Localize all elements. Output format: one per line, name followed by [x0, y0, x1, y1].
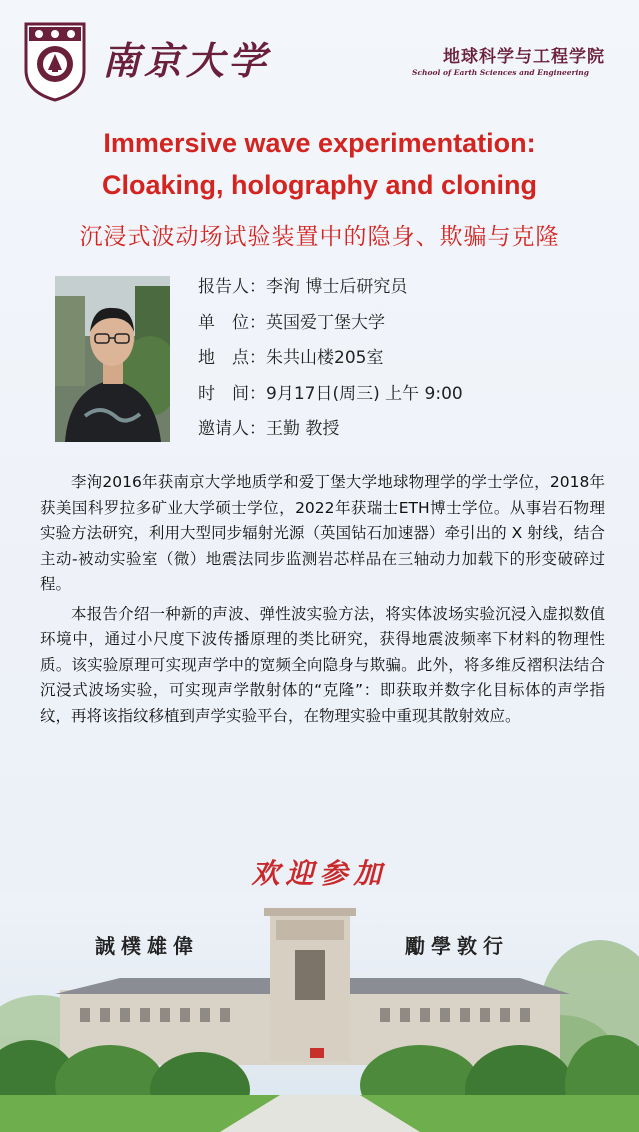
- info-value: 朱共山楼205室: [266, 348, 384, 368]
- campus-illustration: [0, 890, 639, 1132]
- motto-left: 誠樸雄偉: [95, 934, 199, 958]
- speaker-bio: 李洵2016年获南京大学地质学和爱丁堡大学地球物理学的学士学位，2018年获美国科罗拉多矿业大学硕士学位，2022年获瑞士ETH博士学位。从事岩石物理实验方法研究，利用大型同步辐射光源（英国钻石加速器）牵引出的 X 射线，结合主动-被动实验室（微）地震法同步监测岩芯样品在三轴动力加载下的形变破碎过程。: [40, 473, 605, 593]
- bio-and-abstract: [40, 470, 605, 729]
- info-label: 单 位：: [198, 312, 266, 333]
- info-label: 时 间：: [198, 383, 266, 404]
- university-emblem: [24, 22, 86, 102]
- talk-abstract: 本报告介绍一种新的声波、弹性波实验方法，将实体波场实验沉浸入虚拟数值环境中，通过小尺度下波传播原理的类比研究，获得地震波频率下材料的物理性质。该实验原理可实现声学中的宽频全向隐身与欺骗。此外，将多维反褶积法结合沉浸式波场实验，可实现声学散射体的“克隆”：即获取并数字化目标体的声学指纹，再将该指纹移植到声学实验平台，在物理实验中重现其散射效应。: [40, 604, 605, 725]
- info-affiliation: [198, 312, 463, 348]
- info-value: 李洵 博士后研究员: [266, 277, 408, 297]
- info-speaker: [198, 276, 463, 312]
- info-value: 9月17日(周三) 上午 9:00: [266, 383, 463, 404]
- university-name: 南京大学: [102, 38, 271, 83]
- school-name-cn: 地球科学与工程学院: [443, 47, 605, 67]
- info-time: [198, 383, 463, 419]
- info-value: 英国爱丁堡大学: [266, 312, 385, 333]
- welcome-text: 欢迎参加: [251, 857, 388, 890]
- info-label: 报告人：: [198, 277, 266, 297]
- title-cn: 沉浸式波动场试验装置中的隐身、欺骗与克隆: [79, 224, 560, 250]
- school-name-en: School of Earth Sciences and Engineering: [412, 68, 589, 77]
- title-en-line2: Cloaking, holography and cloning: [101, 170, 537, 200]
- info-host: [198, 418, 463, 454]
- info-label: 地 点：: [198, 348, 266, 368]
- motto-right: 勵學敦行: [405, 934, 509, 958]
- info-value: 王勤 教授: [266, 419, 340, 439]
- info-location: [198, 347, 463, 383]
- title-en-line1: Immersive wave experimentation:: [103, 128, 536, 158]
- talk-info: [198, 276, 463, 454]
- speaker-photo: [55, 276, 170, 442]
- info-label: 邀请人：: [198, 419, 266, 439]
